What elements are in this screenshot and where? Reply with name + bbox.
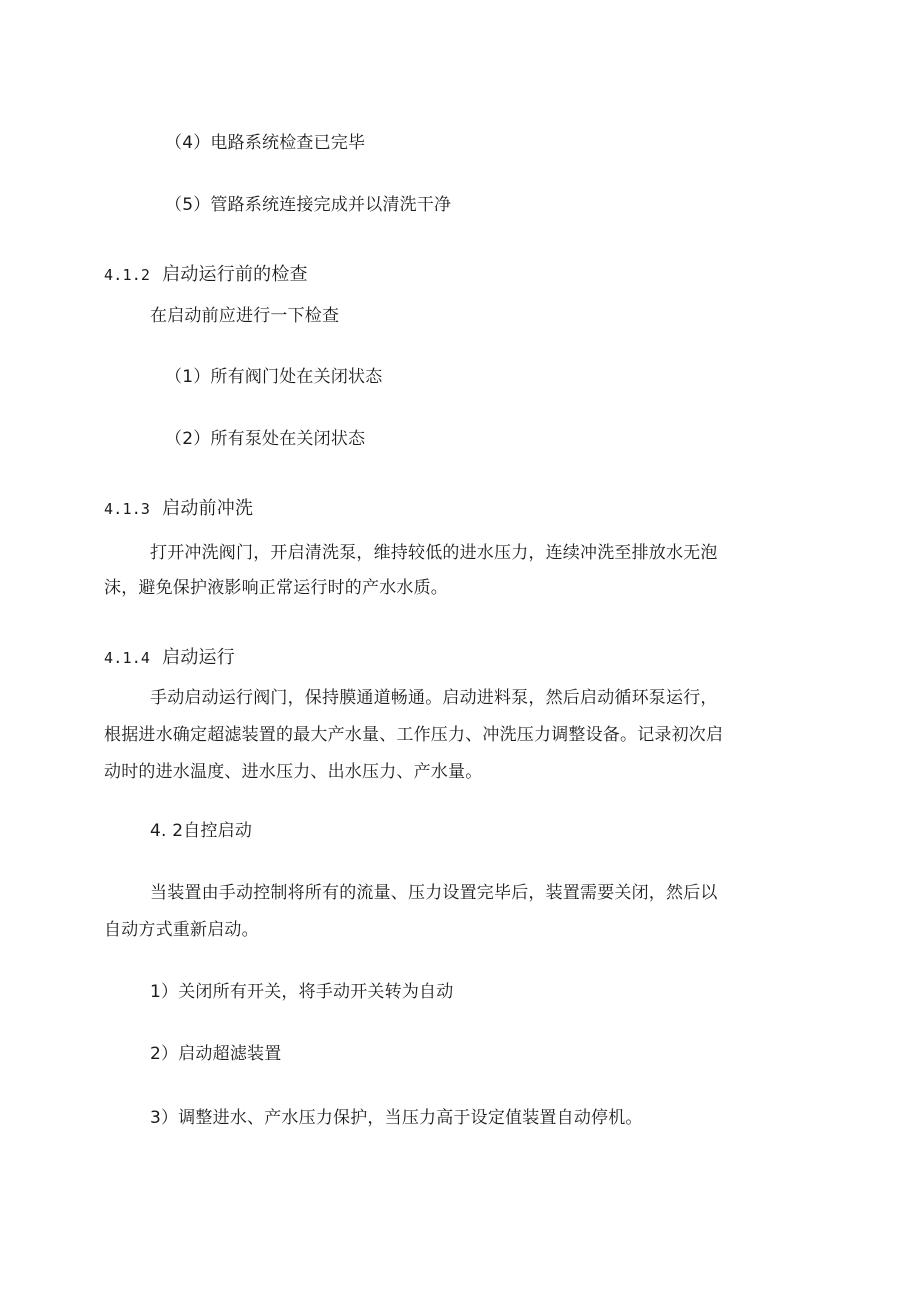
section-heading-4-2: 4. 2自控启动	[150, 821, 253, 841]
section-heading-4-1-2	[104, 263, 308, 287]
auto-step-2: 2）启动超滤装置	[150, 1044, 282, 1064]
section-title: 启动运行前的检查	[162, 264, 308, 285]
check-item-2: （2）所有泵处在关闭状态	[165, 429, 366, 449]
section-number: 4.1.3	[104, 500, 151, 518]
paragraph-line: 打开冲洗阀门，开启清洗泵，维持较低的进水压力，连续冲洗至排放水无泡	[150, 543, 718, 563]
section-heading-4-1-3	[104, 497, 253, 521]
auto-step-3: 3）调整进水、产水压力保护，当压力高于设定值装置自动停机。	[150, 1108, 643, 1128]
prereq-item-5: （5）管路系统连接完成并以清洗干净	[165, 195, 452, 215]
section-number: 4.1.2	[104, 266, 151, 284]
section-title: 启动运行	[162, 647, 235, 668]
paragraph-line: 自动方式重新启动。	[104, 920, 259, 940]
section-number: 4.1.4	[104, 649, 151, 667]
paragraph-line: 动时的进水温度、进水压力、出水压力、产水量。	[104, 762, 483, 782]
paragraph-line: 根据进水确定超滤装置的最大产水量、工作压力、冲洗压力调整设备。记录初次启	[104, 725, 724, 745]
paragraph-line: 当装置由手动控制将所有的流量、压力设置完毕后，装置需要关闭，然后以	[150, 883, 718, 903]
paragraph-line: 沫，避免保护液影响正常运行时的产水水质。	[104, 578, 448, 598]
paragraph-line: 手动启动运行阀门，保持膜通道畅通。启动进料泵，然后启动循环泵运行，	[150, 688, 718, 708]
section-412-intro: 在启动前应进行一下检查	[150, 306, 340, 326]
prereq-item-4: （4）电路系统检查已完毕	[165, 133, 366, 153]
section-title: 启动前冲洗	[162, 498, 254, 519]
check-item-1: （1）所有阀门处在关闭状态	[165, 367, 383, 387]
section-heading-4-1-4	[104, 646, 235, 670]
auto-step-1: 1）关闭所有开关，将手动开关转为自动	[150, 982, 454, 1002]
